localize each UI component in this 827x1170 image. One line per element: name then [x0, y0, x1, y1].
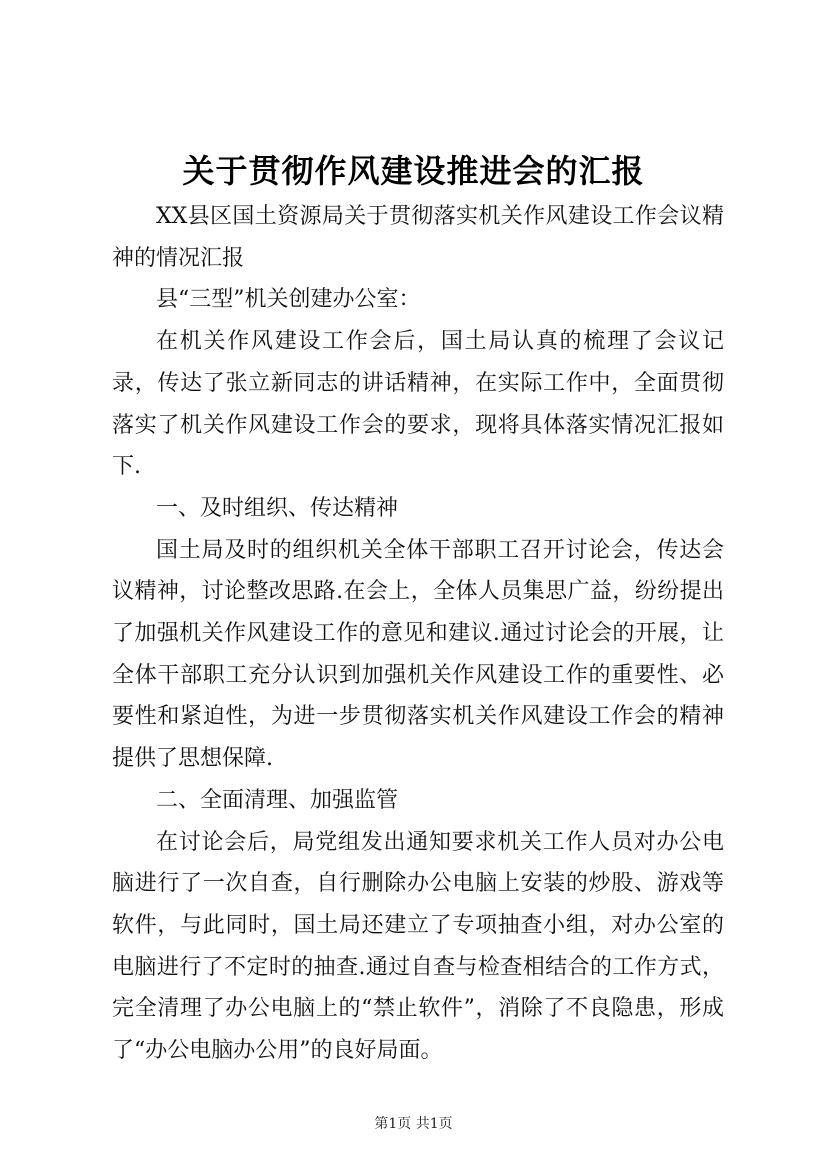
- paragraph-recipient: 县“三型”机关创建办公室：: [156, 287, 421, 313]
- paragraph-subtitle: XX县区国土资源局关于贯彻落实机关作风建设工作会议精神的情况汇报: [112, 204, 724, 271]
- document-body: [112, 196, 724, 1072]
- section-heading-2: 二、全面清理、加强监管: [156, 787, 399, 813]
- page-number-footer: 第1页 共1页: [374, 1116, 453, 1132]
- paragraph-intro: 在机关作风建设工作会后，国土局认真的梳理了会议记录，传达了张立新同志的讲话精神，在实际工作中，全面贯彻落实了机关作风建设工作会的要求，现将具体落实情况汇报如下.: [112, 329, 724, 480]
- paragraph-section-2: 在讨论会后，局党组发出通知要求机关工作人员对办公电脑进行了一次自查，自行删除办公电脑上安装的炒股、游戏等软件，与此同时，国土局还建立了专项抽查小组，对办公室的电脑进行了不定时的抽查.通过自查与检查相结合的工作方式，完全清理了办公电脑上的“禁止软件”，消除了不良隐患，形成了“办公电脑办公用”的良好局面。: [112, 829, 724, 1064]
- section-heading-1: 一、及时组织、传达精神: [156, 495, 399, 521]
- paragraph-section-1: 国土局及时的组织机关全体干部职工召开讨论会，传达会议精神，讨论整改思路.在会上，全体人员集思广益，纷纷提出了加强机关作风建设工作的意见和建议.通过讨论会的开展，让全体干部职工充分认识到加强机关作风建设工作的重要性、必要性和紧迫性，为进一步贯彻落实机关作风建设工作会的精神提供了思想保障.: [112, 537, 724, 772]
- document-title: 关于贯彻作风建设推进会的汇报: [182, 152, 645, 190]
